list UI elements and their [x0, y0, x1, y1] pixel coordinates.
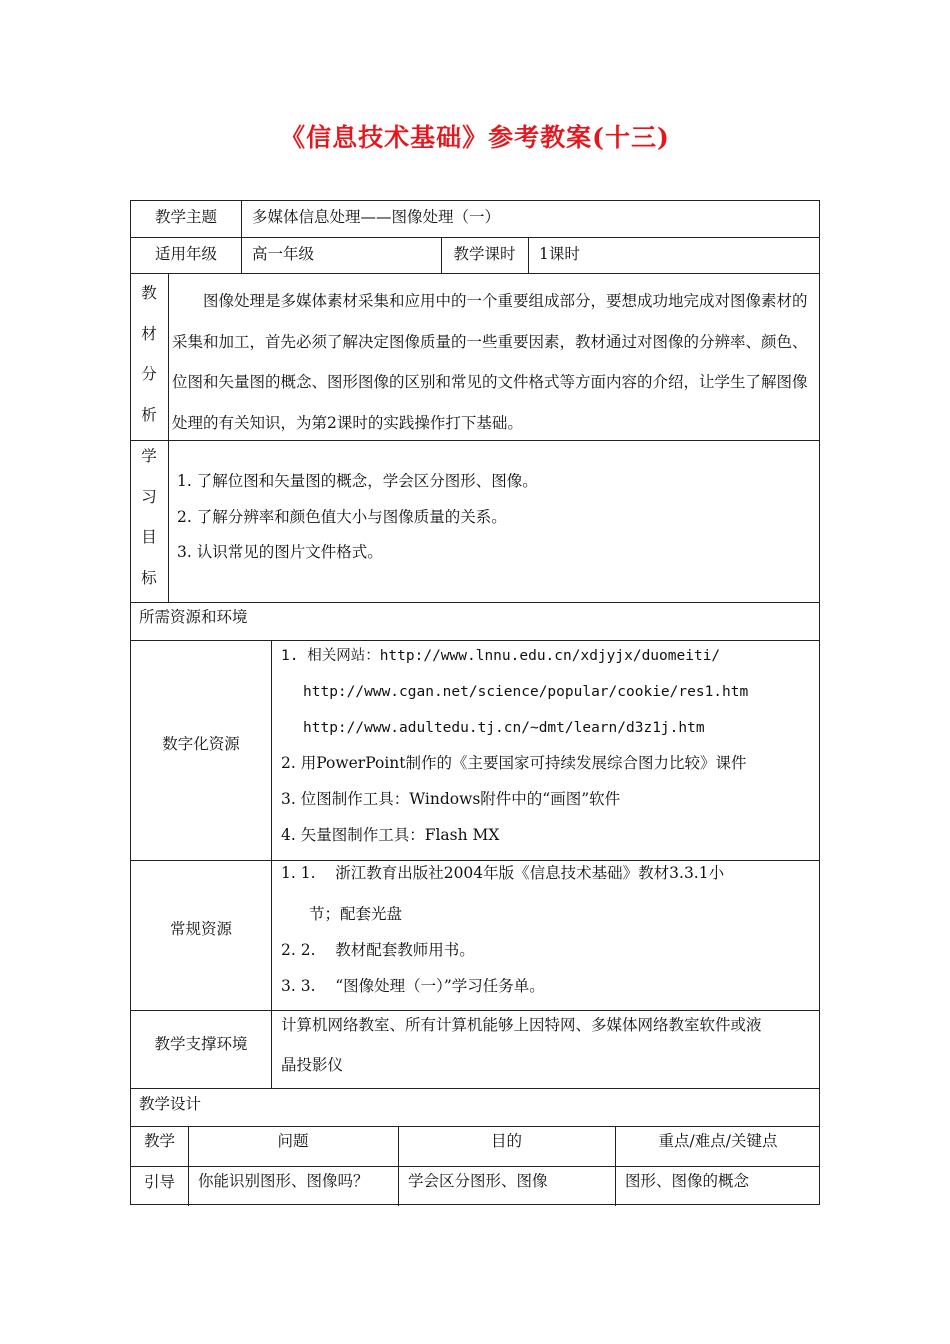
regular-line: 1. 1. 浙江教育出版社2004年版《信息技术基础》教材3.3.1小	[281, 864, 725, 882]
hours-value: 1课时	[539, 245, 580, 263]
regular-line: 2. 2. 教材配套教师用书。	[281, 941, 475, 959]
column-header-purpose: 目的	[490, 1132, 522, 1150]
hours-label: 教学课时	[453, 245, 516, 263]
support-line: 计算机网络教室、所有计算机能够上因特网、多媒体网络教室软件或液	[281, 1016, 762, 1034]
grade-value: 高一年级	[252, 245, 315, 263]
topic-value: 多媒体信息处理——图像处理（一）	[252, 208, 501, 226]
design-cell-keypoints: 图形、图像的概念	[625, 1172, 750, 1190]
support-label: 教学支撑环境	[154, 1035, 248, 1053]
objective-item: 3. 认识常见的图片文件格式。	[177, 543, 383, 561]
analysis-text: 图像处理是多媒体素材采集和应用中的一个重要组成部分，要想成功地完成对图像素材的采集和加工，首先必须了解决定图像质量的一些重要因素，教材通过对图像的分辨率、颜色、位图和矢量图的概念、图形图像的区别和常见的文件格式等方面内容的介绍，让学生了解图像处理的有关知识，为第2课时的实践操作打下基础。	[172, 292, 808, 432]
design-header: 教学设计	[139, 1095, 202, 1113]
support-line: 晶投影仪	[281, 1056, 344, 1074]
column-header-question: 问题	[277, 1132, 309, 1150]
regular-line: 节；配套光盘	[309, 905, 403, 923]
page-title: 《信息技术基础》参考教案(十三)	[280, 123, 670, 152]
design-label: 教学	[143, 1132, 175, 1150]
digital-line: 4. 矢量图制作工具：Flash MX	[281, 826, 500, 844]
regular-label: 常规资源	[169, 920, 232, 938]
resources-header: 所需资源和环境	[139, 608, 248, 626]
design-label: 引导	[143, 1173, 175, 1191]
lesson-plan-table	[130, 200, 820, 1205]
digital-line: 2. 用PowerPoint制作的《主要国家可持续发展综合图力比较》课件	[281, 754, 747, 772]
grade-label: 适用年级	[154, 245, 217, 263]
regular-line: 3. 3. “图像处理（一）”学习任务单。	[281, 977, 545, 995]
digital-line: 3. 位图制作工具：Windows附件中的“画图”软件	[281, 790, 621, 808]
digital-line: http://www.cgan.net/science/popular/cookie/res1.htm	[303, 684, 749, 700]
digital-line: 1. 相关网站：http://www.lnnu.edu.cn/xdjyjx/duomeiti/	[281, 648, 721, 664]
digital-line: http://www.adultedu.tj.cn/~dmt/learn/d3z1j.htm	[303, 720, 705, 736]
column-header-keypoints: 重点/难点/关键点	[658, 1132, 778, 1150]
objective-item: 2. 了解分辨率和颜色值大小与图像质量的关系。	[177, 508, 507, 526]
digital-label: 数字化资源	[162, 735, 240, 753]
objective-item: 1. 了解位图和矢量图的概念，学会区分图形、图像。	[177, 472, 538, 490]
analysis-label: 教 材 分 析	[141, 284, 157, 424]
objectives-label: 学 习 目 标	[141, 447, 157, 587]
design-cell-purpose: 学会区分图形、图像	[408, 1172, 548, 1190]
design-cell-question: 你能识别图形、图像吗？	[198, 1172, 369, 1190]
topic-label: 教学主题	[154, 208, 217, 226]
